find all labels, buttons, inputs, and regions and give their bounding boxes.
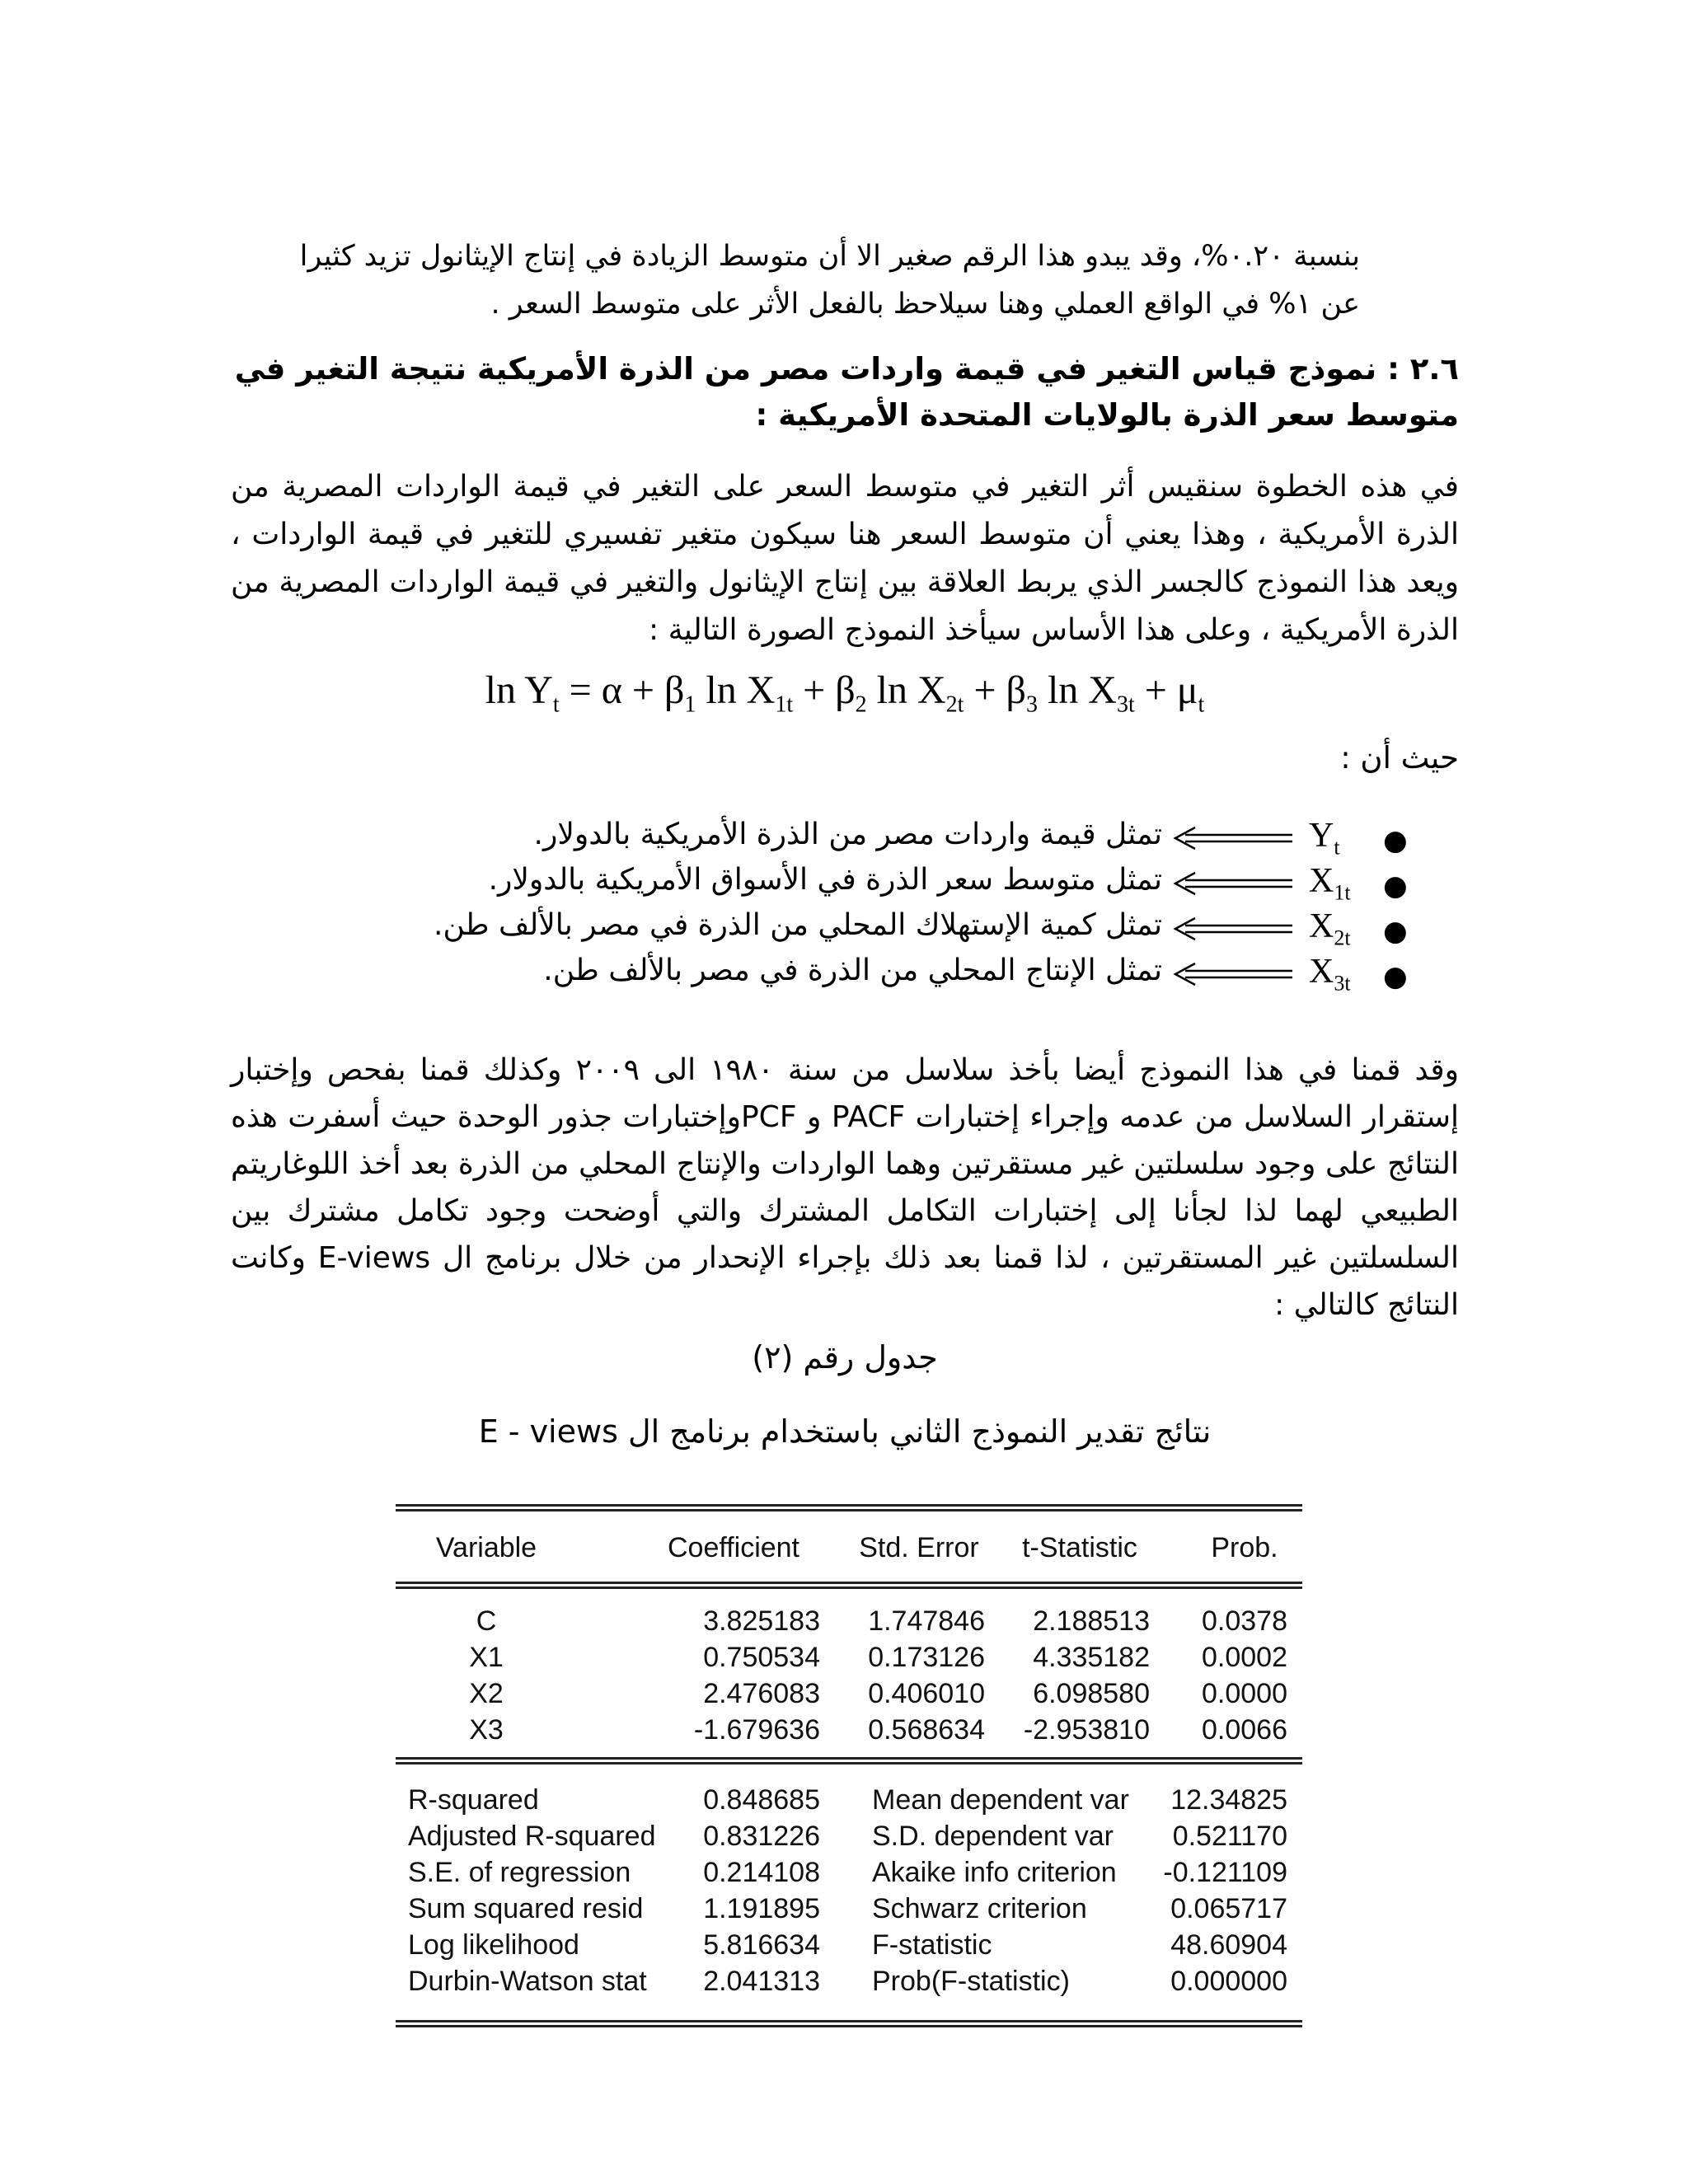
double-arrow-left-icon xyxy=(1170,871,1294,896)
table-rule xyxy=(396,2020,1302,2027)
definition-symbol: $X_{2t}$ xyxy=(1309,907,1351,950)
definition-item xyxy=(231,952,1459,998)
header-std-error: Std. Error xyxy=(859,1532,979,1563)
table-number: جدول رقم (٢) xyxy=(752,1339,938,1376)
double-arrow-left-icon xyxy=(1170,826,1294,851)
bullet-icon: ● xyxy=(1383,915,1408,948)
where-label: حيث أن : xyxy=(1340,740,1459,776)
definition-item xyxy=(231,861,1459,907)
definition-text: تمثل قيمة واردات مصر من الذرة الأمريكية بالدولار. xyxy=(533,818,1162,851)
definition-text: تمثل متوسط سعر الذرة في الأسواق الأمريكية بالدولار. xyxy=(488,863,1162,897)
paragraph-2: وقد قمنا في هذا النموذج أيضا بأخذ سلاسل من سنة ١٩٨٠ الى ٢٠٠٩ وكذلك قمنا بفحص وإختبار إستقرار السلاسل من عدمه وإجراء إختبارات PACF و PCFوإختبارات جذور الوحدة حيث أسفرت هذه النتائج على وجود سلسلتين غير مستقرتين وهما الواردات والإنتاج المحلي من الذرة بعد أخذ اللوغاريتم الطبيعي لهما لذا لجأنا إلى إختبارات التكامل المشترك والتي أوضحت وجود تكامل مشترك بين السلسلتين غير المستقرتين ، لذا قمنا بعد ذلك بإجراء الإنحدار من خلال برنامج ال E-views وكانت النتائج كالتالي : xyxy=(231,1053,1459,1322)
model-equation: $\ln Y_t = \alpha + \beta_1$ $\ln X_{1t} + \beta_2$ $\ln X_{2t} + \beta_3$ $\ln X_{3t} + \mu_t$ xyxy=(485,668,1205,718)
intro-paragraph xyxy=(231,232,1360,328)
bullet-icon: ● xyxy=(1383,960,1408,993)
definition-text: تمثل كمية الإستهلاك المحلي من الذرة في مصر بالألف طن. xyxy=(434,908,1162,942)
definition-text: تمثل الإنتاج المحلي من الذرة في مصر بالألف طن. xyxy=(543,954,1162,987)
table-rule xyxy=(396,1582,1302,1589)
definition-symbol: $X_{1t}$ xyxy=(1309,862,1351,905)
definition-symbol: $X_{3t}$ xyxy=(1309,953,1351,996)
bullet-icon: ● xyxy=(1383,869,1408,902)
definition-item xyxy=(231,816,1459,862)
table-title: نتائج تقدير النموذج الثاني باستخدام برنامج ال E - views xyxy=(478,1413,1212,1450)
paragraph-1: في هذه الخطوة سنقيس أثر التغير في متوسط السعر على التغير في قيمة الواردات المصرية من الذرة الأمريكية ، وهذا يعني أن متوسط السعر هنا سيكون متغير تفسيري للتغير في قيمة الواردات ، ويعد هذا النموذج كالجسر الذي يربط العلاقة بين إنتاج الإيثانول والتغير في قيمة الواردات المصرية من الذرة الأمريكية ، وعلى هذا الأساس سيأخذ النموذج الصورة التالية : xyxy=(231,470,1459,647)
definition-item xyxy=(231,907,1459,953)
intro-line-2: عن ١% في الواقع العملي وهنا سيلاحظ بالفعل الأثر على متوسط السعر . xyxy=(490,288,1360,321)
double-arrow-left-icon xyxy=(1170,916,1294,941)
header-prob: Prob. xyxy=(1211,1532,1278,1563)
definition-symbol: $Y_t$ xyxy=(1309,817,1340,860)
table-rule xyxy=(396,1757,1302,1765)
double-arrow-left-icon xyxy=(1170,962,1294,987)
bullet-icon: ● xyxy=(1383,824,1408,857)
header-coefficient: Coefficient xyxy=(667,1532,800,1563)
section-heading: ٢.٦ : نموذج قياس التغير في قيمة واردات مصر من الذرة الأمريكية نتيجة التغير في متوسط سعر الذرة بالولايات المتحدة الأمريكية : xyxy=(234,351,1459,433)
intro-line-1: بنسبة ٠.٢٠%، وقد يبدو هذا الرقم صغير الا أن متوسط الزيادة في إنتاج الإيثانول تزيد كثيرا xyxy=(299,240,1360,273)
table-rule xyxy=(396,1504,1302,1511)
header-variable: Variable xyxy=(435,1532,537,1563)
header-t-statistic: t-Statistic xyxy=(1022,1532,1137,1563)
